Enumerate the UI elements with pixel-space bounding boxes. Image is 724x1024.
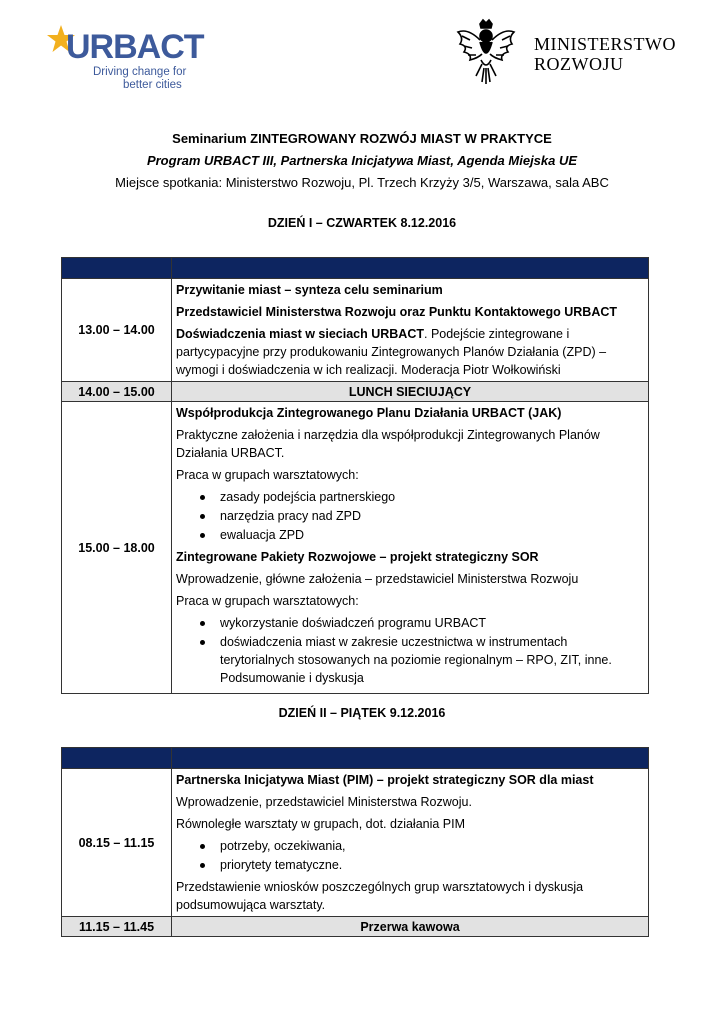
list-item: zasady podejścia partnerskiego bbox=[220, 488, 644, 506]
session-content bbox=[172, 279, 649, 382]
table-header-row bbox=[62, 748, 649, 769]
day-2-heading: DZIEŃ II – PIĄTEK 9.12.2016 bbox=[278, 706, 446, 720]
session-time: 13.00 – 14.00 bbox=[62, 279, 172, 382]
session-description-bold: Doświadczenia miast w sieciach URBACT bbox=[176, 327, 424, 341]
list-item: wykorzystanie doświadczeń programu URBACT bbox=[220, 614, 644, 632]
table-row bbox=[62, 769, 649, 917]
workshop-intro: Praca w grupach warsztatowych: bbox=[176, 594, 359, 608]
session-topic: Partnerska Inicjatywa Miast (PIM) – projekt strategiczny SOR dla miast bbox=[176, 773, 594, 787]
session-description: Wprowadzenie, główne założenia – przedstawiciel Ministerstwa Rozwoju bbox=[176, 572, 579, 586]
day-1-heading: DZIEŃ I – CZWARTEK 8.12.2016 bbox=[267, 216, 457, 230]
session-content bbox=[172, 402, 649, 694]
header-cell-time bbox=[62, 748, 172, 769]
workshop-list bbox=[176, 837, 644, 874]
day-2-schedule-table bbox=[61, 747, 649, 937]
workshop-intro: Praca w grupach warsztatowych: bbox=[176, 468, 359, 482]
day-1-schedule-table bbox=[61, 257, 649, 694]
break-time: 11.15 – 11.45 bbox=[62, 917, 172, 937]
table-row-lunch bbox=[62, 382, 649, 402]
urbact-wordmark: URBACT bbox=[66, 28, 204, 66]
ministry-name-line-2: ROZWOJU bbox=[534, 54, 624, 74]
lunch-time: 14.00 – 15.00 bbox=[62, 382, 172, 402]
session-speakers: Przedstawiciel Ministerstwa Rozwoju oraz Punktu Kontaktowego URBACT bbox=[176, 305, 618, 319]
urbact-tagline-2: better cities bbox=[123, 79, 182, 91]
workshop-intro: Równoległe warsztaty w grupach, dot. działania PIM bbox=[176, 817, 466, 831]
session-content bbox=[172, 769, 649, 917]
list-item: ewaluacja ZPD bbox=[220, 526, 644, 544]
session-time: 15.00 – 18.00 bbox=[62, 402, 172, 694]
session-time: 08.15 – 11.15 bbox=[62, 769, 172, 917]
seminar-venue: Miejsce spotkania: Ministerstwo Rozwoju, Pl. Trzech Krzyży 3/5, Warszawa, sala ABC bbox=[115, 175, 609, 190]
session-description-text: . Podejście zintegrowane i partycypacyjne przy produkowaniu Zintegrowanych Planów Działania (ZPD) – wymogi i doświadczenia w ich realizacji. Moderacja Piotr Wołkowiński bbox=[176, 327, 607, 377]
table-row bbox=[62, 279, 649, 382]
lunch-label: LUNCH SIECIUJĄCY bbox=[172, 382, 649, 402]
header-cell-content bbox=[172, 258, 649, 279]
session-summary: Przedstawienie wniosków poszczególnych grup warsztatowych i dyskusja podsumowująca warsztaty. bbox=[176, 880, 584, 912]
workshop-list bbox=[176, 614, 644, 687]
table-header-row bbox=[62, 258, 649, 279]
workshop-list bbox=[176, 488, 644, 544]
list-item: priorytety tematyczne. bbox=[220, 856, 644, 874]
table-row bbox=[62, 402, 649, 694]
seminar-title: Seminarium ZINTEGROWANY ROZWÓJ MIAST W PRAKTYCE bbox=[172, 131, 552, 146]
session-topic: Przywitanie miast – synteza celu seminarium bbox=[176, 283, 443, 297]
urbact-tagline-1: Driving change for bbox=[93, 66, 187, 78]
session-topic: Współprodukcja Zintegrowanego Planu Działania URBACT (JAK) bbox=[176, 406, 562, 420]
urbact-logo bbox=[46, 24, 204, 91]
session-description: Praktyczne założenia i narzędzia dla współprodukcji Zintegrowanych Planów Działania URBACT. bbox=[176, 428, 600, 460]
list-item: doświadczenia miast w zakresie uczestnictwa w instrumentach terytorialnych stosowanych na poziomie regionalnym – RPO, ZIT, inne. Podsumowanie i dyskusja bbox=[220, 633, 644, 687]
eagle-emblem-icon bbox=[454, 18, 518, 88]
ministry-name-line-1: MINISTERSTWO bbox=[534, 34, 676, 54]
ministry-logo bbox=[450, 18, 680, 90]
header-cell-content bbox=[172, 748, 649, 769]
session-description: Wprowadzenie, przedstawiciel Ministerstwa Rozwoju. bbox=[176, 795, 472, 809]
session-description bbox=[176, 325, 644, 379]
list-item: potrzeby, oczekiwania, bbox=[220, 837, 644, 855]
seminar-subtitle: Program URBACT III, Partnerska Inicjatywa Miast, Agenda Miejska UE bbox=[146, 153, 578, 168]
list-item: narzędzia pracy nad ZPD bbox=[220, 507, 644, 525]
session-topic: Zintegrowane Pakiety Rozwojowe – projekt strategiczny SOR bbox=[176, 550, 539, 564]
table-row-break bbox=[62, 917, 649, 937]
break-label: Przerwa kawowa bbox=[172, 917, 649, 937]
header-cell-time bbox=[62, 258, 172, 279]
